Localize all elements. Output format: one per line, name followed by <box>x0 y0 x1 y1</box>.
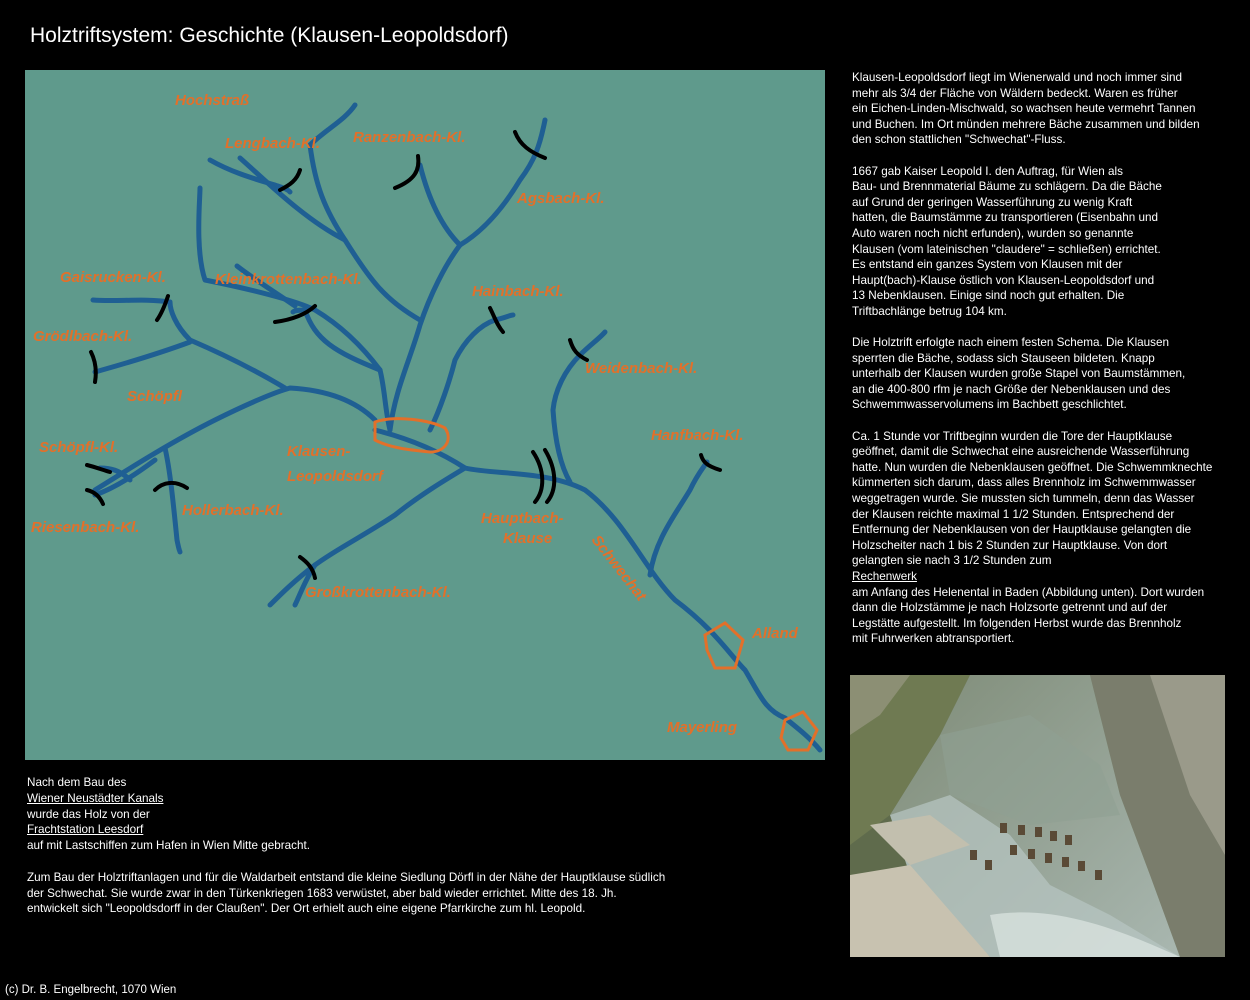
map-labels <box>31 92 799 736</box>
link-wiener-neustaedter-kanal[interactable]: Wiener Neustädter Kanals <box>27 791 164 805</box>
label-klausen: Klausen- <box>287 443 351 460</box>
paragraph-intro: Klausen-Leopoldsdorf liegt im Wienerwald und noch immer sind mehr als 3/4 der Fläche von Wäldern bedeckt. Waren es früher ein Eichen-Linden-Mischwald, so wachsen heute vermehrt Tannen und Buchen. Im Ort münden mehrere Bäche zusammen und bilden den schon stattlichen "Schwechat"-Fluss. <box>852 71 1200 147</box>
right-text-column <box>852 70 1227 663</box>
label-grosskrottenbach: Großkrottenbach-Kl. <box>305 584 451 601</box>
label-weidenbach: Weidenbach-Kl. <box>585 360 698 377</box>
label-lengbach: Lengbach-Kl. <box>225 135 321 152</box>
paragraph-procedure: Ca. 1 Stunde vor Triftbeginn wurden die Tore der Hauptklause geöffnet, damit die Schwechat eine ausreichende Wasserführung hatte. Nun wurden die Nebenklausen geöffnet. Die Schwemmknechte kümmerten sich darum, dass alles Brennholz im Schwemmwasser weggetragen wurde. Sie mussten sich tummeln, denn das Wasser der Klausen reichte maximal 1 1/2 Stunden. Entsprechend der Entfernung der Nebenklausen von der Hauptklause gelangten die Holzscheiter nach 1 bis 2 Stunden zur Hauptklause. Von dort gelangten sie nach 3 1/2 Stunden zum Rechenwerk am Anfang des Helenental in Baden (Abbildung unten). Dort wurden dann die Holzstämme je nach Holzsorte getrennt und auf der Legstätte aufgestellt. Im folgenden Herbst wurde das Brennholz mit Fuhrwerken abtransportiert. <box>852 429 1213 646</box>
label-agsbach: Agsbach-Kl. <box>517 190 605 207</box>
page-title: Holztriftsystem: Geschichte (Klausen-Leopoldsdorf) <box>30 24 509 47</box>
label-klause: Klause <box>503 530 553 547</box>
label-alland: Alland <box>752 625 798 642</box>
label-kleinkrottenbach: Kleinkrottenbach-Kl. <box>215 271 362 288</box>
river-map-svg <box>25 70 825 760</box>
label-schoepfl: Schöpfl <box>127 388 182 405</box>
copyright-footer: (c) Dr. B. Engelbrecht, 1070 Wien <box>5 984 177 996</box>
label-mayerling: Mayerling <box>667 719 738 736</box>
paragraph-schema: Die Holztrift erfolgte nach einem festen Schema. Die Klausen sperrten die Bäche, sodass sich Stauseen bildeten. Knapp unterhalb der Klausen wurden große Stapel von Baumstämmen, an die 400-800 rfm je nach Größe der Nebenklausen und des Schwemmwasservolumens im Bachbett geschlichtet. <box>852 336 1186 412</box>
label-schoepfl-kl: Schöpfl-Kl. <box>39 439 119 456</box>
label-ranzenbach: Ranzenbach-Kl. <box>353 129 466 146</box>
left-text-block: Nach dem Bau des Wiener Neustädter Kanals wurde das Holz von der Frachtstation Leesdorf auf mit Lastschiffen zum Hafen in Wien Mitte gebracht. Zum Bau der Holztriftanlagen und für die Waldarbeit entstand die kleine Siedlung Dörfl in der Nähe der Hauptklause südlich der Schwechat. Sie wurde zwar in den Türkenkriegen 1683 verwüstet, aber bald wieder errichtet. Mitte des 18. Jh. entwickelt sich "Leopoldsdorff in der Claußen". Der Ort erhielt auch eine eigene Pfarrkirche zum hl. Leopold. <box>27 776 666 916</box>
label-hainbach: Hainbach-Kl. <box>472 283 564 300</box>
label-hochstrass: Hochstraß <box>175 92 250 109</box>
dam-lengbach-icon <box>280 170 300 190</box>
river-map <box>25 70 825 760</box>
label-hollerbach: Hollerbach-Kl. <box>182 502 284 519</box>
dam-groedlbach-icon <box>91 352 96 382</box>
label-schwechat: Schwechat <box>587 531 650 605</box>
link-frachtstation-leesdorf[interactable]: Frachtstation Leesdorf <box>27 823 144 837</box>
link-rechenwerk[interactable]: Rechenwerk <box>852 570 917 583</box>
stream-photo-image <box>850 675 1225 957</box>
dam-ranzenbach-icon <box>395 156 418 188</box>
label-gaisrucken: Gaisrucken-Kl. <box>60 269 166 286</box>
label-hanfbach: Hanfbach-Kl. <box>651 427 744 444</box>
label-groedlbach: Grödlbach-Kl. <box>33 328 133 345</box>
paragraph-history: 1667 gab Kaiser Leopold I. den Auftrag, für Wien als Bau- und Brennmaterial Bäume zu schlägern. Da die Bäche auf Grund der geringen Wasserführung zu wenig Kraft hatten, die Baumstämme zu transportieren (Eisenbahn und Auto waren noch nicht erfunden), wurden so genannte Klausen (vom lateinischen "claudere" = schließen) errichtet. Es entstand ein ganzes System von Klausen mit der Haupt(bach)-Klause östlich von Klausen-Leopoldsdorf und 13 Nebenklausen. Einige sind noch gut erhalten. Die Triftbachlänge betrug 104 km. <box>852 164 1162 318</box>
label-hauptbach: Hauptbach- <box>481 510 564 527</box>
stream-photo <box>850 675 1225 957</box>
label-riesenbach: Riesenbach-Kl. <box>31 519 140 536</box>
label-leopoldsdorf: Leopoldsdorf <box>287 468 383 485</box>
